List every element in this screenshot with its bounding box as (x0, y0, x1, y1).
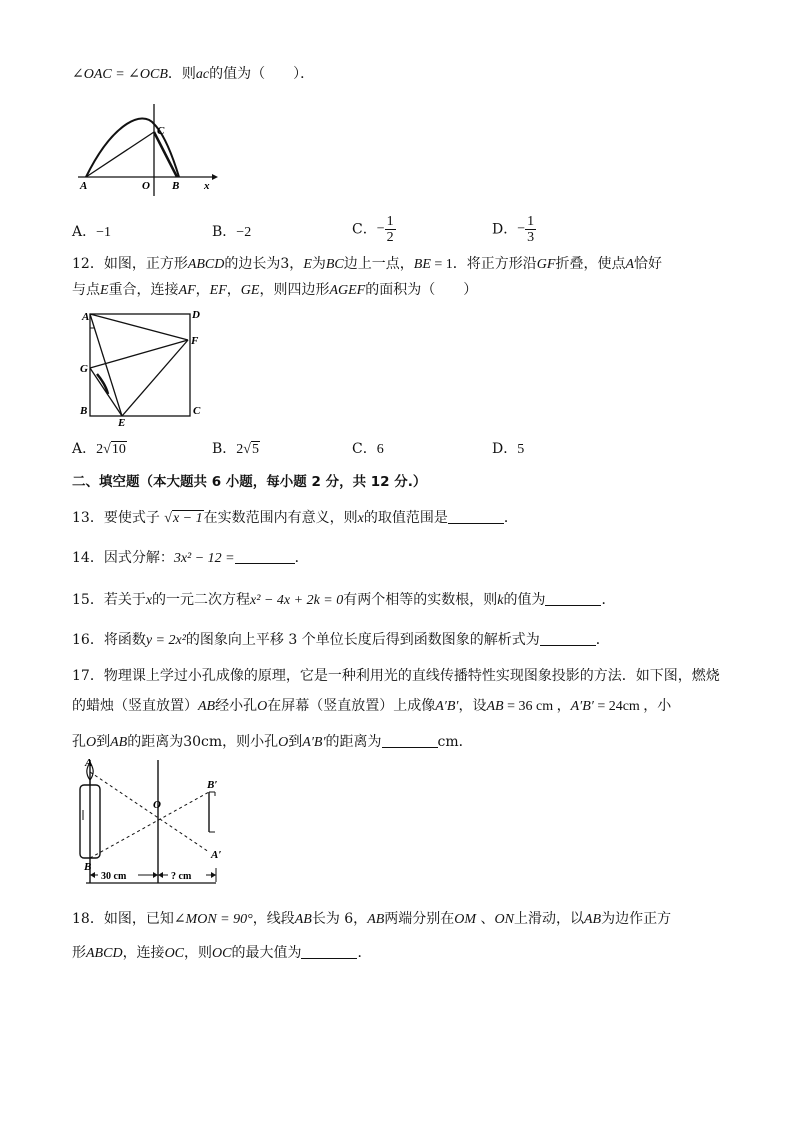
q13: 13．要使式子 √x − 1在实数范围内有意义，则x的取值范围是 ． (72, 510, 518, 526)
q12-figure (80, 308, 220, 429)
q13-radicand: x − 1 (172, 511, 203, 526)
q11-var: ac (195, 67, 210, 82)
q11-label-B: B (172, 180, 180, 192)
q17-dist-30: 30 cm (101, 871, 127, 882)
q15-answer-blank[interactable] (545, 591, 601, 606)
q18-line1: 18．如图，已知∠MON = 90°，线段AB长为 6，AB两端分别在OM 、ON上滑动，以AB为边作正方 (72, 911, 672, 927)
q11-stem-mid: ．则 (167, 66, 196, 82)
q17-line2: 的蜡烛（竖直放置）AB经小孔O在屏幕（竖直放置）上成像A′B′，设AB = 36 cm ，A′B′ = 24cm ，小 (72, 698, 672, 714)
q18-answer-blank[interactable] (301, 944, 357, 959)
q14-answer-blank[interactable] (235, 549, 295, 564)
q17-dist-unknown: ? cm (171, 871, 192, 882)
q12-option-b-rad: 5 (251, 442, 259, 457)
q12-label-D: D (192, 309, 200, 321)
q15-expr: x² − 4x + 2k = 0 (250, 593, 344, 608)
q11-figure (72, 104, 232, 199)
q11-option-c: C．− $\frac{1}{2}$ (352, 214, 394, 245)
q12-label-C: C (193, 405, 201, 417)
q12-label-G: G (80, 363, 88, 375)
q11-option-b-val: −2 (236, 225, 252, 240)
q11-option-c-den: 2 (386, 230, 394, 245)
q11-label-O: O (142, 180, 150, 192)
q12-option-b: B．2√5 (212, 441, 259, 457)
q17-line3: 孔O到AB的距离为30cm，则小孔O到A′B′的距离为 cm． (72, 734, 473, 750)
q11-option-d-den: 3 (527, 230, 535, 245)
q16: 16．将函数y = 2x²的图象向上平移 3 个单位长度后得到函数图象的解析式为 ． (72, 632, 610, 648)
q11-option-a-val: −1 (96, 225, 112, 240)
q14-expr: 3x² − 12 = (173, 551, 235, 566)
q15: 15．若关于x的一元二次方程x² − 4x + 2k = 0有两个相等的实数根，则k的值为 ． (72, 592, 616, 608)
q17-label-O: O (153, 799, 161, 811)
q11-stem-end: 的值为（ ）． (209, 66, 315, 82)
q12-option-a-rad: 10 (111, 442, 126, 457)
q12-line1: 12．如图，正方形ABCD的边长为3，E为BC边上一点，BE = 1．将正方形沿GF折叠，使点A恰好 (72, 256, 663, 272)
q17-figure (76, 758, 246, 893)
q11-option-a: A．−1 (72, 224, 112, 240)
q12-option-a: A．2√10 (72, 441, 126, 457)
q12-label-B: B (80, 405, 88, 417)
q11-option-d-num: 1 (527, 214, 535, 229)
section2-title: 二、填空题（本大题共 6 小题，每小题 2 分，共 12 分.） (72, 474, 427, 490)
q17-label-A-prime: A′ (211, 849, 222, 861)
q11-label-x: x (204, 180, 210, 192)
q17-label-A: A (85, 757, 93, 769)
q12-option-c: C．6 (352, 441, 384, 457)
q11-option-c-num: 1 (386, 214, 394, 229)
q17-label-B: B (84, 861, 92, 873)
q11-label-A: A (80, 180, 88, 192)
q12-label-F: F (191, 335, 199, 347)
q17-answer-blank[interactable] (382, 733, 438, 748)
q14: 14．因式分解：3x² − 12 = ． (72, 550, 309, 566)
q13-answer-blank[interactable] (448, 509, 504, 524)
q12-option-d: D．5 (492, 441, 525, 457)
q12-label-A: A (82, 311, 90, 323)
q18-line2: 形ABCD，连接OC，则OC的最大值为 ． (72, 945, 372, 961)
q11-option-b: B．−2 (212, 224, 252, 240)
q11-option-d: D．− $\frac{1}{3}$ (492, 214, 535, 245)
q11-stem (72, 64, 314, 85)
q12-line2: 与点E重合，连接AF，EF，GE，则四边形AGEF的面积为（ ） (72, 282, 478, 298)
q12-label-E: E (118, 417, 126, 429)
q16-answer-blank[interactable] (540, 631, 596, 646)
q17-label-B-prime: B′ (207, 779, 218, 791)
q11-angle-eq: ∠OAC = ∠OCB (72, 67, 168, 82)
q18-angle: ∠MON = 90° (173, 912, 253, 927)
q16-expr: y = 2x² (145, 633, 186, 648)
q17-line1: 17．物理课上学过小孔成像的原理，它是一种利用光的直线传播特性实现图象投影的方法．如下图，燃烧 (72, 668, 720, 684)
q11-label-C: C (157, 125, 165, 137)
